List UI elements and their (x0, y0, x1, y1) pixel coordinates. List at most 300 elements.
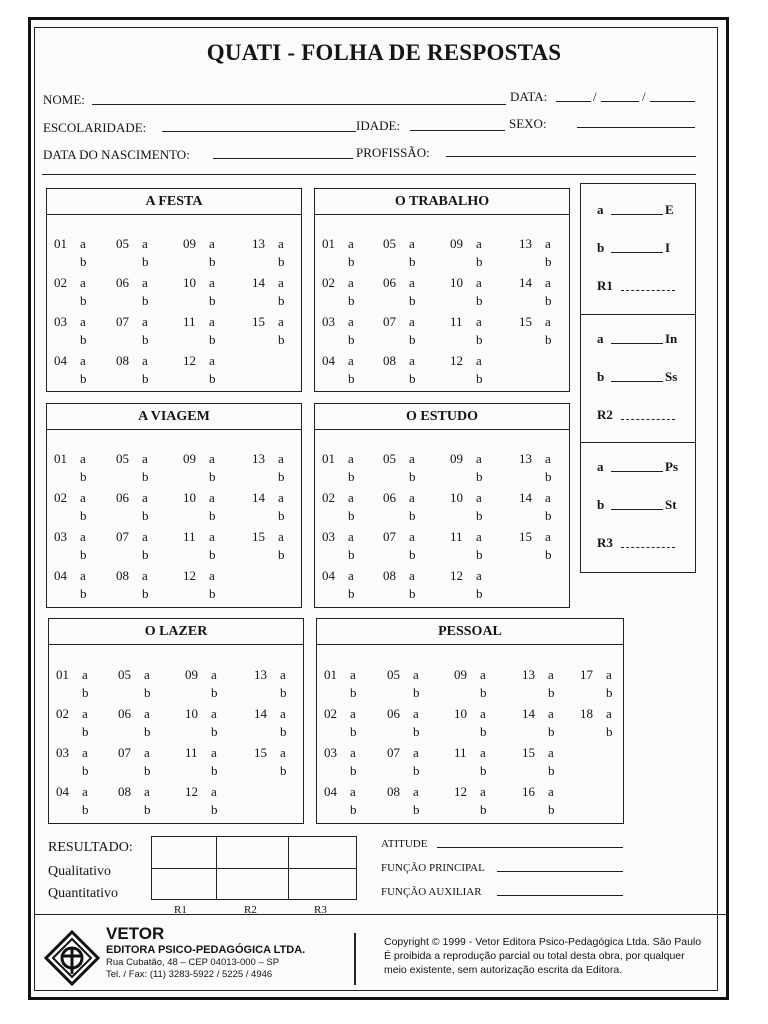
question-number: 08 (116, 568, 129, 583)
question-number: 13 (252, 236, 265, 251)
profissao-field[interactable] (446, 156, 696, 157)
atitude-field[interactable] (437, 847, 623, 848)
option-b[interactable]: b (480, 763, 487, 778)
score-blank[interactable] (611, 252, 663, 253)
option-a[interactable]: a (80, 490, 86, 505)
option-a[interactable]: a (209, 490, 215, 505)
question-number: 04 (322, 353, 335, 368)
option-b[interactable]: b (80, 293, 87, 308)
question-number: 17 (580, 667, 593, 682)
idade-label: IDADE: (356, 118, 401, 133)
option-b[interactable]: b (142, 586, 149, 601)
data-day-field[interactable] (556, 101, 591, 102)
option-b[interactable]: b (606, 685, 613, 700)
option-a[interactable]: a (350, 745, 356, 760)
question-number: 09 (183, 236, 196, 251)
option-a[interactable]: a (142, 568, 148, 583)
option-a[interactable]: a (348, 490, 354, 505)
question-number: 08 (383, 353, 396, 368)
option-b[interactable]: b (278, 469, 285, 484)
score-row-type: Ss (665, 369, 678, 384)
option-b[interactable]: b (80, 469, 87, 484)
option-a[interactable]: a (280, 745, 286, 760)
option-b[interactable]: b (350, 685, 357, 700)
option-b[interactable]: b (348, 332, 355, 347)
option-b[interactable]: b (413, 763, 420, 778)
option-b[interactable]: b (409, 508, 416, 523)
score-row-label: a (597, 331, 604, 346)
option-a[interactable]: a (211, 745, 217, 760)
option-a[interactable]: a (211, 784, 217, 799)
score-row-label: a (597, 202, 604, 217)
option-a[interactable]: a (144, 706, 150, 721)
option-a[interactable]: a (209, 568, 215, 583)
option-a[interactable]: a (80, 275, 86, 290)
question-number: 07 (116, 529, 129, 544)
option-b[interactable]: b (545, 469, 552, 484)
question-number: 14 (252, 275, 265, 290)
option-b[interactable]: b (209, 547, 216, 562)
publisher-phone: Tel. / Fax: (11) 3283-5922 / 5225 / 4946 (106, 969, 273, 980)
option-b[interactable]: b (409, 586, 416, 601)
question-number: 13 (254, 667, 267, 682)
question-number: 02 (324, 706, 337, 721)
option-b[interactable]: b (476, 293, 483, 308)
option-b[interactable]: b (409, 469, 416, 484)
option-a[interactable]: a (142, 451, 148, 466)
option-a[interactable]: a (80, 353, 86, 368)
option-a[interactable]: a (348, 568, 354, 583)
option-b[interactable]: b (142, 254, 149, 269)
option-a[interactable]: a (82, 706, 88, 721)
option-a[interactable]: a (409, 451, 415, 466)
copyright-notice: Copyright © 1999 - Vetor Editora Psico-Pedagógica Ltda. São Paulo É proibida a reprodução parcial ou total desta obra, por qualquer meio existente, sem autorização escrita da Editora. (384, 936, 702, 976)
option-b[interactable]: b (80, 508, 87, 523)
option-a[interactable]: a (144, 667, 150, 682)
option-a[interactable]: a (278, 275, 284, 290)
question-number: 01 (322, 236, 335, 251)
score-row-label: b (597, 369, 605, 384)
option-b[interactable]: b (144, 685, 151, 700)
option-a[interactable]: a (545, 275, 551, 290)
question-number: 02 (56, 706, 69, 721)
question-number: 05 (383, 236, 396, 251)
question-number: 10 (183, 275, 196, 290)
option-a[interactable]: a (409, 529, 415, 544)
option-b[interactable]: b (545, 332, 552, 347)
section-title: A VIAGEM (47, 404, 301, 430)
question-number: 12 (450, 568, 463, 583)
option-b[interactable]: b (80, 586, 87, 601)
question-number: 12 (450, 353, 463, 368)
question-number: 04 (54, 568, 67, 583)
option-a[interactable]: a (409, 236, 415, 251)
option-b[interactable]: b (142, 371, 149, 386)
result-column-r3: R3 (314, 904, 327, 916)
question-number: 06 (116, 275, 129, 290)
question-number: 09 (454, 667, 467, 682)
score-row-type: St (665, 497, 677, 512)
score-row-type: In (665, 331, 678, 346)
option-a[interactable]: a (545, 529, 551, 544)
option-a[interactable]: a (413, 784, 419, 799)
option-a[interactable]: a (476, 568, 482, 583)
question-number: 14 (522, 706, 535, 721)
section-title: O TRABALHO (315, 189, 569, 215)
question-number: 06 (118, 706, 131, 721)
option-b[interactable]: b (80, 371, 87, 386)
option-a[interactable]: a (606, 706, 612, 721)
option-b[interactable]: b (476, 508, 483, 523)
option-a[interactable]: a (409, 568, 415, 583)
vetor-logo-icon (44, 930, 100, 986)
option-b[interactable]: b (142, 547, 149, 562)
option-a[interactable]: a (348, 236, 354, 251)
option-a[interactable]: a (348, 314, 354, 329)
score-blank[interactable] (611, 343, 663, 344)
option-a[interactable]: a (476, 275, 482, 290)
score-blank[interactable] (621, 547, 675, 548)
question-number: 15 (252, 314, 265, 329)
option-a[interactable]: a (278, 529, 284, 544)
option-a[interactable]: a (350, 784, 356, 799)
option-b[interactable]: b (409, 293, 416, 308)
question-number: 02 (322, 490, 335, 505)
option-b[interactable]: b (348, 547, 355, 562)
question-number: 14 (252, 490, 265, 505)
option-b[interactable]: b (82, 724, 89, 739)
option-a[interactable]: a (280, 706, 286, 721)
option-a[interactable]: a (142, 529, 148, 544)
option-a[interactable]: a (209, 314, 215, 329)
escolaridade-label: ESCOLARIDADE: (43, 120, 147, 135)
score-blank[interactable] (621, 290, 675, 291)
funcao-principal-field[interactable] (497, 871, 623, 872)
option-b[interactable]: b (548, 802, 555, 817)
question-number: 12 (183, 353, 196, 368)
qualitativo-label: Qualitativo (48, 864, 111, 879)
profissao-label: PROFISSÃO: (356, 145, 430, 160)
option-b[interactable]: b (144, 763, 151, 778)
option-b[interactable]: b (80, 547, 87, 562)
option-b[interactable]: b (209, 332, 216, 347)
option-a[interactable]: a (144, 784, 150, 799)
option-b[interactable]: b (280, 685, 287, 700)
option-b[interactable]: b (409, 547, 416, 562)
question-number: 15 (522, 745, 535, 760)
option-b[interactable]: b (209, 508, 216, 523)
question-number: 09 (183, 451, 196, 466)
question-number: 01 (56, 667, 69, 682)
option-b[interactable]: b (278, 293, 285, 308)
option-a[interactable]: a (209, 353, 215, 368)
question-number: 09 (450, 451, 463, 466)
question-number: 11 (450, 529, 463, 544)
option-a[interactable]: a (476, 451, 482, 466)
option-a[interactable]: a (548, 706, 554, 721)
option-b[interactable]: b (348, 469, 355, 484)
option-b[interactable]: b (211, 685, 218, 700)
data-separator-2: / (642, 89, 646, 104)
option-a[interactable]: a (278, 490, 284, 505)
option-a[interactable]: a (409, 314, 415, 329)
question-number: 11 (185, 745, 198, 760)
option-b[interactable]: b (280, 763, 287, 778)
option-a[interactable]: a (545, 451, 551, 466)
option-b[interactable]: b (80, 254, 87, 269)
option-a[interactable]: a (606, 667, 612, 682)
option-a[interactable]: a (142, 490, 148, 505)
option-b[interactable]: b (211, 802, 218, 817)
option-b[interactable]: b (142, 293, 149, 308)
publisher-block (106, 925, 305, 981)
option-b[interactable]: b (142, 508, 149, 523)
option-b[interactable]: b (280, 724, 287, 739)
option-b[interactable]: b (480, 802, 487, 817)
option-a[interactable]: a (545, 490, 551, 505)
option-a[interactable]: a (476, 353, 482, 368)
score-blank[interactable] (611, 214, 663, 215)
option-a[interactable]: a (476, 490, 482, 505)
option-b[interactable]: b (142, 332, 149, 347)
option-a[interactable]: a (142, 236, 148, 251)
question-number: 06 (383, 275, 396, 290)
option-a[interactable]: a (480, 706, 486, 721)
score-blank[interactable] (611, 381, 663, 382)
option-b[interactable]: b (545, 293, 552, 308)
option-a[interactable]: a (476, 236, 482, 251)
option-a[interactable]: a (348, 275, 354, 290)
option-a[interactable]: a (413, 667, 419, 682)
option-b[interactable]: b (209, 293, 216, 308)
score-divider (581, 442, 695, 443)
option-b[interactable]: b (348, 586, 355, 601)
option-a[interactable]: a (278, 314, 284, 329)
option-a[interactable]: a (480, 784, 486, 799)
option-b[interactable]: b (413, 802, 420, 817)
option-b[interactable]: b (545, 508, 552, 523)
option-b[interactable]: b (278, 254, 285, 269)
score-blank[interactable] (611, 509, 663, 510)
option-a[interactable]: a (142, 275, 148, 290)
option-b[interactable]: b (209, 469, 216, 484)
question-number: 03 (54, 314, 67, 329)
question-number: 04 (56, 784, 69, 799)
option-a[interactable]: a (548, 667, 554, 682)
question-number: 11 (183, 314, 196, 329)
option-b[interactable]: b (209, 254, 216, 269)
option-a[interactable]: a (209, 451, 215, 466)
option-a[interactable]: a (350, 706, 356, 721)
score-row-label: a (597, 459, 604, 474)
quantitativo-label: Quantitativo (48, 886, 118, 901)
question-number: 06 (387, 706, 400, 721)
question-number: 07 (387, 745, 400, 760)
option-b[interactable]: b (278, 508, 285, 523)
option-a[interactable]: a (545, 314, 551, 329)
option-a[interactable]: a (142, 353, 148, 368)
score-row-type: I (665, 240, 671, 255)
option-a[interactable]: a (413, 706, 419, 721)
option-a[interactable]: a (80, 451, 86, 466)
score-row-label: b (597, 497, 605, 512)
question-number: 14 (519, 490, 532, 505)
option-a[interactable]: a (409, 353, 415, 368)
option-b[interactable]: b (144, 724, 151, 739)
option-a[interactable]: a (548, 745, 554, 760)
question-number: 02 (322, 275, 335, 290)
question-number: 12 (183, 568, 196, 583)
option-b[interactable]: b (278, 332, 285, 347)
question-number: 07 (383, 529, 396, 544)
option-a[interactable]: a (82, 784, 88, 799)
option-b[interactable]: b (82, 802, 89, 817)
score-row-label: b (597, 240, 605, 255)
option-b[interactable]: b (209, 586, 216, 601)
question-number: 01 (324, 667, 337, 682)
option-b[interactable]: b (142, 469, 149, 484)
option-b[interactable]: b (350, 763, 357, 778)
option-b[interactable]: b (476, 469, 483, 484)
option-a[interactable]: a (82, 667, 88, 682)
score-row-type: Ps (665, 459, 678, 474)
question-number: 03 (322, 529, 335, 544)
question-number: 11 (183, 529, 196, 544)
option-b[interactable]: b (545, 547, 552, 562)
option-a[interactable]: a (409, 275, 415, 290)
nome-field[interactable] (92, 104, 506, 105)
question-number: 15 (254, 745, 267, 760)
option-b[interactable]: b (606, 724, 613, 739)
option-a[interactable]: a (142, 314, 148, 329)
option-a[interactable]: a (80, 314, 86, 329)
publisher-address: Rua Cubatão, 48 – CEP 04013-000 – SP (106, 957, 280, 968)
option-a[interactable]: a (545, 236, 551, 251)
option-a[interactable]: a (476, 314, 482, 329)
option-a[interactable]: a (211, 667, 217, 682)
option-a[interactable]: a (211, 706, 217, 721)
option-b[interactable]: b (211, 763, 218, 778)
option-b[interactable]: b (480, 685, 487, 700)
option-a[interactable]: a (409, 490, 415, 505)
option-b[interactable]: b (409, 254, 416, 269)
option-a[interactable]: a (348, 529, 354, 544)
option-b[interactable]: b (80, 332, 87, 347)
option-b[interactable]: b (348, 293, 355, 308)
question-number: 10 (183, 490, 196, 505)
option-a[interactable]: a (480, 667, 486, 682)
option-a[interactable]: a (278, 236, 284, 251)
escolaridade-field[interactable] (162, 131, 356, 132)
option-a[interactable]: a (209, 529, 215, 544)
question-number: 11 (454, 745, 467, 760)
option-a[interactable]: a (480, 745, 486, 760)
option-a[interactable]: a (413, 745, 419, 760)
option-a[interactable]: a (209, 236, 215, 251)
funcao-auxiliar-field[interactable] (497, 895, 623, 896)
option-b[interactable]: b (144, 802, 151, 817)
option-b[interactable]: b (476, 586, 483, 601)
header-divider (42, 174, 696, 175)
option-b[interactable]: b (548, 724, 555, 739)
option-b[interactable]: b (409, 371, 416, 386)
option-b[interactable]: b (476, 371, 483, 386)
atitude-label: ATITUDE (381, 838, 428, 850)
option-b[interactable]: b (348, 371, 355, 386)
option-a[interactable]: a (348, 451, 354, 466)
option-a[interactable]: a (80, 568, 86, 583)
idade-field[interactable] (410, 130, 505, 131)
question-number: 15 (252, 529, 265, 544)
option-b[interactable]: b (476, 332, 483, 347)
score-blank[interactable] (611, 471, 663, 472)
option-b[interactable]: b (348, 508, 355, 523)
data-year-field[interactable] (650, 101, 695, 102)
question-number: 09 (450, 236, 463, 251)
nome-label: NOME: (43, 92, 85, 107)
option-b[interactable]: b (548, 685, 555, 700)
score-row-label: R3 (597, 535, 613, 550)
option-b[interactable]: b (350, 802, 357, 817)
grid-line (152, 868, 356, 869)
option-b[interactable]: b (545, 254, 552, 269)
result-grid[interactable] (151, 836, 357, 900)
option-a[interactable]: a (209, 275, 215, 290)
option-b[interactable]: b (278, 547, 285, 562)
question-number: 14 (254, 706, 267, 721)
option-a[interactable]: a (350, 667, 356, 682)
question-number: 11 (450, 314, 463, 329)
option-b[interactable]: b (548, 763, 555, 778)
option-a[interactable]: a (280, 667, 286, 682)
option-b[interactable]: b (350, 724, 357, 739)
option-b[interactable]: b (476, 254, 483, 269)
question-number: 01 (54, 236, 67, 251)
section-title: A FESTA (47, 189, 301, 215)
option-a[interactable]: a (82, 745, 88, 760)
question-number: 04 (322, 568, 335, 583)
option-a[interactable]: a (476, 529, 482, 544)
option-a[interactable]: a (144, 745, 150, 760)
score-blank[interactable] (621, 419, 675, 420)
question-number: 05 (118, 667, 131, 682)
option-a[interactable]: a (80, 236, 86, 251)
option-b[interactable]: b (348, 254, 355, 269)
option-a[interactable]: a (548, 784, 554, 799)
option-b[interactable]: b (413, 685, 420, 700)
question-number: 07 (116, 314, 129, 329)
option-a[interactable]: a (80, 529, 86, 544)
option-b[interactable]: b (476, 547, 483, 562)
option-a[interactable]: a (278, 451, 284, 466)
nascimento-field[interactable] (213, 158, 353, 159)
option-b[interactable]: b (211, 724, 218, 739)
data-month-field[interactable] (601, 101, 639, 102)
option-b[interactable]: b (82, 685, 89, 700)
sexo-field[interactable] (577, 127, 695, 128)
option-b[interactable]: b (480, 724, 487, 739)
option-b[interactable]: b (409, 332, 416, 347)
question-number: 06 (383, 490, 396, 505)
question-number: 12 (454, 784, 467, 799)
question-number: 08 (383, 568, 396, 583)
option-b[interactable]: b (413, 724, 420, 739)
score-divider (581, 314, 695, 315)
option-a[interactable]: a (348, 353, 354, 368)
option-b[interactable]: b (209, 371, 216, 386)
question-number: 03 (54, 529, 67, 544)
option-b[interactable]: b (82, 763, 89, 778)
